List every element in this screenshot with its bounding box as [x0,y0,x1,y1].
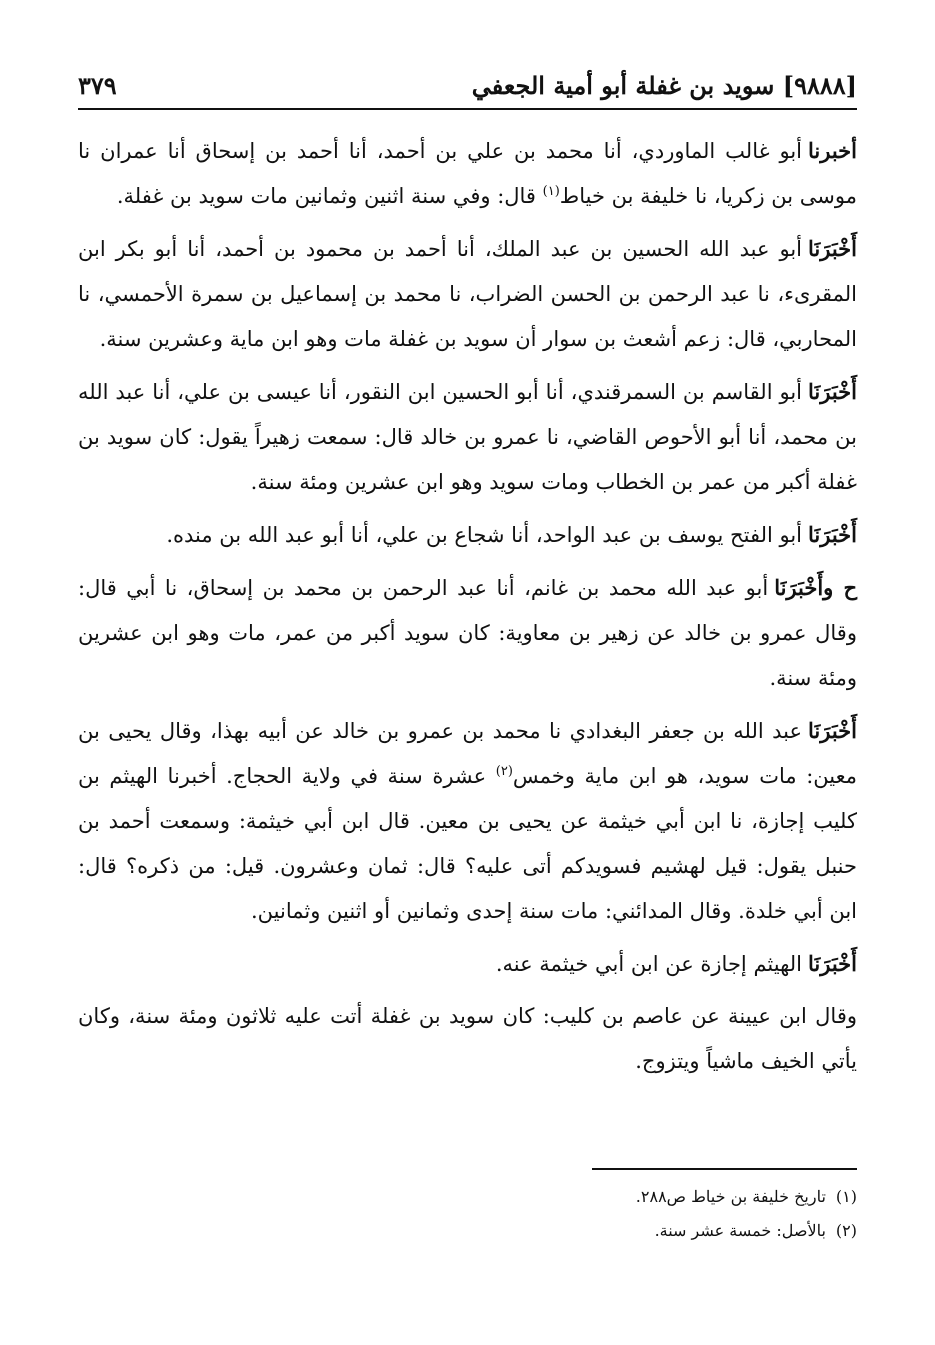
footnote-text: تاريخ خليفة بن خياط ص٢٨٨. [635,1187,826,1206]
paragraph-lead: أَخْبَرَنَا [808,236,857,261]
paragraph-text: وقال ابن عيينة عن عاصم بن كليب: كان سويد بن غفلة أتت عليه ثلاثون ومئة سنة، وكان يأتي الخيف ماشياً ويتزوج. [78,1004,857,1073]
footnote-text: بالأصل: خمسة عشر سنة. [654,1221,826,1240]
footnote-ref[interactable]: (١) [542,184,560,199]
footnotes [78,1180,857,1248]
page-header [78,62,857,110]
paragraph-7 [78,941,857,987]
paragraph-6 [78,708,857,934]
paragraph-text: أبو القاسم بن السمرقندي، أنا أبو الحسين ابن النقور، أنا عيسى بن علي، أنا عبد الله بن محمد، أنا أبو الأحوص القاضي، نا عمرو بن خالد قال: سمعت زهيراً يقول: كان سويد بن غفلة أكبر من عمر بن الخطاب ومات سويد وهو ابن عشرين ومئة سنة. [78,380,857,494]
paragraph-text: عبد الله بن جعفر البغدادي نا محمد بن عمرو بن خالد عن أبيه بهذا، وقال يحيى بن معين: مات سويد، هو ابن ماية وخمس [78,719,857,788]
paragraph-text: أبو عبد الله محمد بن غانم، أنا عبد الرحمن بن محمد بن إسحاق، نا أبي قال: وقال عمرو بن خالد عن زهير بن معاوية: كان سويد أكبر من عمر، مات وهو ابن عشرين ومئة سنة. [78,576,857,690]
paragraph-lead: أَخْبَرَنَا [808,379,857,404]
paragraph-text: أبو عبد الله الحسين بن عبد الملك، أنا أحمد بن محمود بن أحمد، أنا أبو بكر ابن المقرىء، نا عبد الرحمن بن الحسن الضراب، نا محمد بن إسماعيل بن سمرة الأحمسي، نا المحاربي، قال: زعم أشعث بن سوار أن سويد بن غفلة مات وهو ابن ماية وعشرين سنة. [78,237,857,351]
footnote-2 [78,1214,857,1248]
footnote-1 [78,1180,857,1214]
paragraph-text: الهيثم إجازة عن ابن أبي خيثمة عنه. [495,952,803,976]
paragraph-1 [78,128,857,219]
paragraph-text: أبو غالب الماوردي، أنا محمد بن علي بن أحمد، أنا أحمد بن إسحاق أنا عمران نا موسى بن زكريا، نا خليفة بن خياط [78,139,857,208]
paragraph-text: أبو الفتح يوسف بن عبد الواحد، أنا شجاع بن علي، أنا أبو عبد الله بن منده. [166,523,803,547]
paragraph-text-cont: قال: وفي سنة اثنين وثمانين مات سويد بن غفلة. [116,184,543,208]
paragraph-lead: أَخْبَرَنَا [808,522,857,547]
footnote-divider [592,1168,857,1170]
paragraph-text-cont: عشرة سنة في ولاية الحجاج. أخبرنا الهيثم بن كليب إجازة، نا ابن أبي خيثمة عن يحيى بن معين. قال ابن أبي خيثمة: وسمعت أحمد بن حنبل يقول: قيل لهشيم فسويدكم أتى عليه؟ قال: ثمان وعشرون. قيل: من ذكره؟ قال: ابن أبي خلدة. وقال المدائني: مات سنة إحدى وثمانين أو اثنين وثمانين. [78,764,857,923]
footnote-number: (١) [835,1187,857,1206]
footnote-ref[interactable]: (٢) [495,764,513,779]
paragraph-lead: أخبرنا [808,138,857,163]
paragraph-5 [78,565,857,701]
paragraph-3 [78,369,857,505]
paragraph-8 [78,994,857,1084]
main-text [78,128,857,1091]
footnote-number: (٢) [835,1221,857,1240]
paragraph-lead: أَخْبَرَنَا [808,718,857,743]
header-title: [٩٨٨٨] سويد بن غفلة أبو أمية الجعفي [471,70,857,100]
paragraph-lead: ح وأَخْبَرَنَا [774,575,857,600]
page-number: ٣٧٩ [78,70,117,100]
paragraph-4 [78,512,857,558]
paragraph-lead: أَخْبَرَنَا [808,951,857,976]
paragraph-2 [78,226,857,362]
